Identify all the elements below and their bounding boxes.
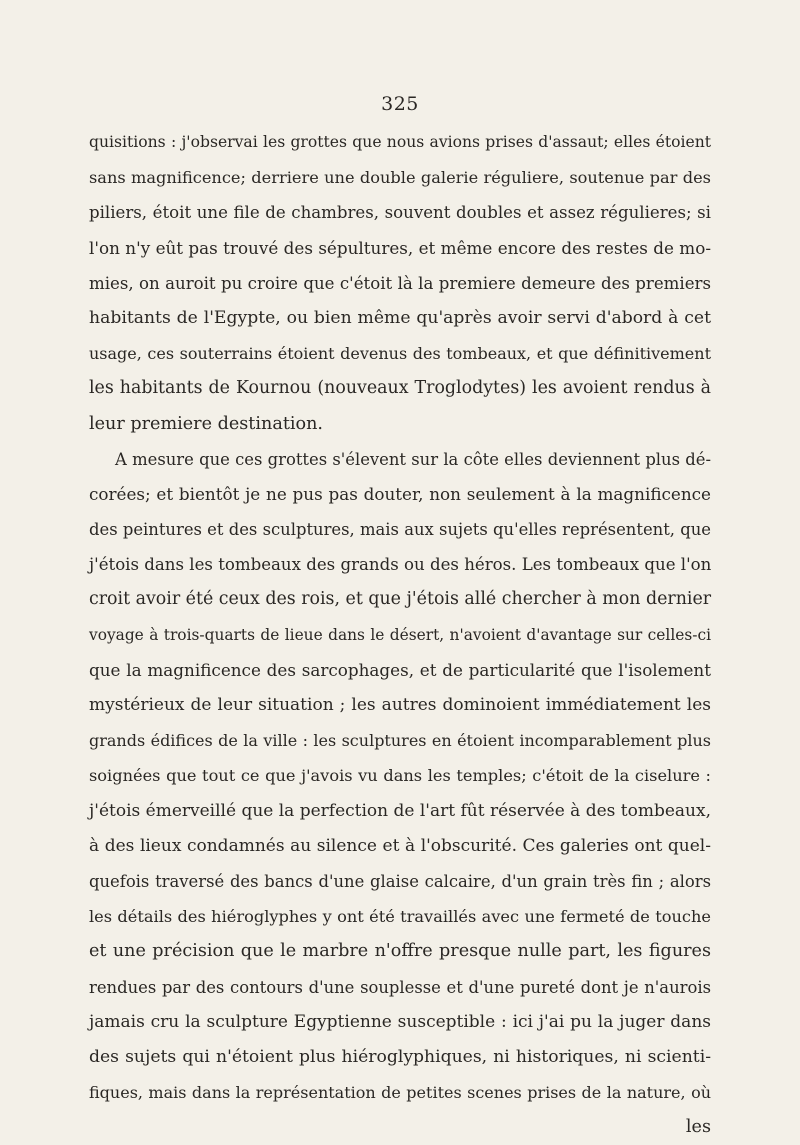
text-line: voyage à trois-quarts de lieue dans le désert, n'avoient d'avantage sur celles-ci	[89, 625, 711, 644]
text-line: mies, on auroit pu croire que c'étoit là la premiere demeure des premiers	[89, 273, 711, 293]
text-line: croit avoir été ceux des rois, et que j'étois allé chercher à mon dernier	[89, 589, 712, 610]
text-line: j'étois émerveillé que la perfection de l'art fût réservée à des tombeaux,	[89, 800, 711, 821]
text-line: mystérieux de leur situation ; les autres dominoient immédiatement les	[89, 695, 711, 715]
text-line: grands édifices de la ville : les sculptures en étoient incomparablement plus	[89, 731, 711, 751]
text-line: habitants de l'Egypte, ou bien même qu'après avoir servi d'abord à cet	[89, 307, 711, 328]
catchword: les	[685, 1117, 711, 1138]
text-line: que la magnificence des sarcophages, et de particularité que l'isolement	[89, 659, 711, 680]
text-line: sans magnificence; derriere une double galerie réguliere, soutenue par des	[89, 168, 711, 188]
text-line: fiques, mais dans la représentation de petites scenes prises de la nature, où	[89, 1083, 711, 1103]
page-number: 325	[381, 93, 419, 115]
text-line: des peintures et des sculptures, mais aux sujets qu'elles représentent, que	[89, 520, 711, 540]
body-text	[89, 125, 711, 1145]
text-line: quefois traversé des bancs d'une glaise calcaire, d'un grain très fin ; alors	[89, 871, 711, 891]
text-line: A mesure que ces grottes s'élevent sur la côte elles deviennent plus dé-	[115, 449, 711, 469]
text-line: des sujets qui n'étoient plus hiéroglyphiques, ni historiques, ni scienti-	[89, 1046, 711, 1067]
text-line: corées; et bientôt je ne pus pas douter, non seulement à la magnificence	[89, 483, 711, 504]
text-line: leur premiere destination.	[89, 413, 324, 434]
text-line: rendues par des contours d'une souplesse et d'une pureté dont je n'aurois	[89, 977, 711, 997]
text-line: et une précision que le marbre n'offre presque nulle part, les figures	[89, 941, 711, 962]
text-line: usage, ces souterrains étoient devenus des tombeaux, et que définitivement	[89, 344, 711, 364]
text-line: soignées que tout ce que j'avois vu dans les temples; c'étoit de la ciselure :	[89, 766, 711, 786]
text-line: les habitants de Kournou (nouveaux Troglodytes) les avoient rendus à	[89, 378, 711, 399]
text-line: à des lieux condamnés au silence et à l'obscurité. Ces galeries ont quel-	[89, 835, 711, 856]
text-line: l'on n'y eût pas trouvé des sépultures, et même encore des restes de mo-	[89, 237, 711, 258]
text-line: les détails des hiéroglyphes y ont été travaillés avec une fermeté de touche	[89, 907, 711, 927]
text-line: quisitions : j'observai les grottes que nous avions prises d'assaut; elles étoient	[89, 133, 711, 151]
text-line: jamais cru la sculpture Egyptienne susceptible : ici j'ai pu la juger dans	[89, 1011, 711, 1032]
text-line: piliers, étoit une file de chambres, souvent doubles et assez régulieres; si	[89, 203, 711, 223]
text-line: j'étois dans les tombeaux des grands ou des héros. Les tombeaux que l'on	[89, 555, 712, 575]
